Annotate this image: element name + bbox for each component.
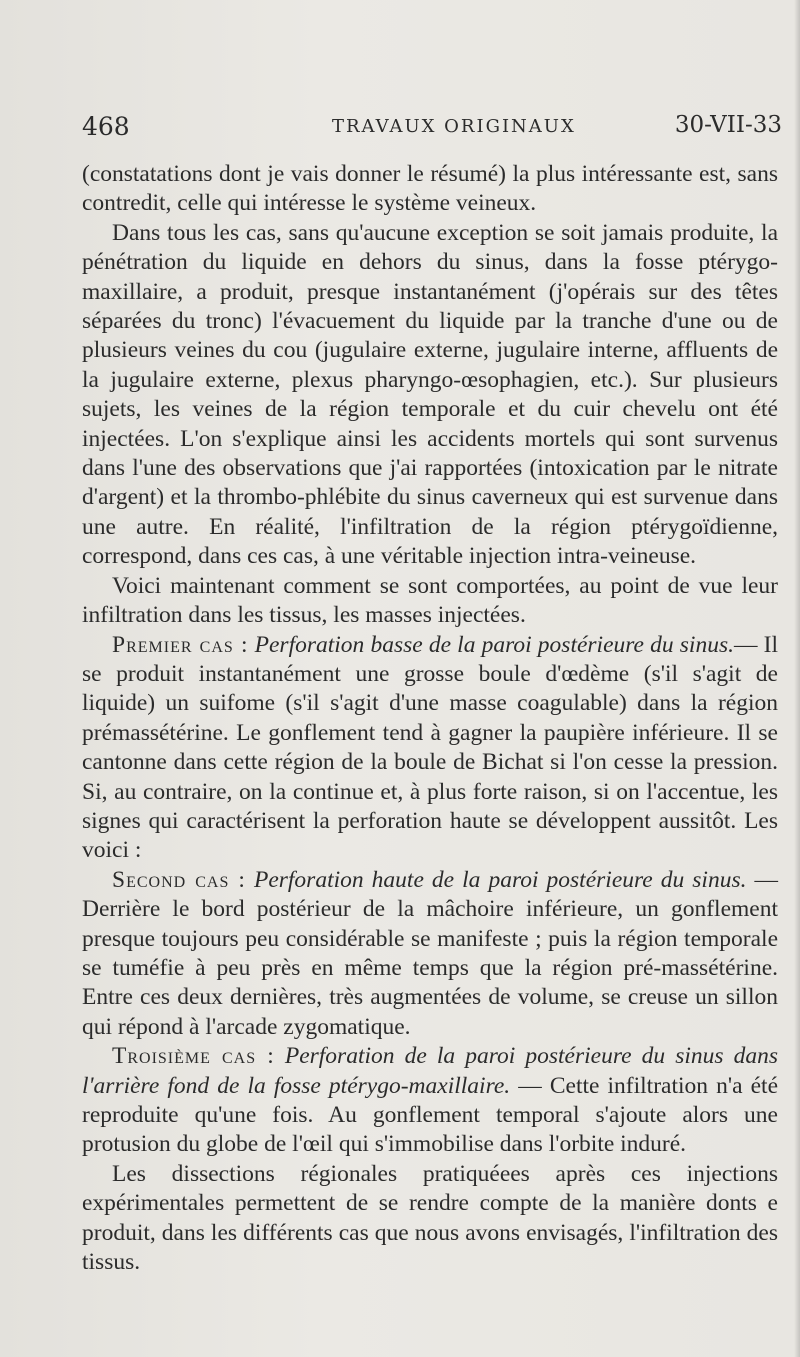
paragraph-2: Dans tous les cas, sans qu'aucune exception se soit jamais produite, la pénétration du liquide en dehors du sinus, dans la fosse ptérygo-maxillaire, a produit, presque instantanément (j'opérais sur des têtes séparées du tronc) l'évacuement du liquide par la tranche d'une ou de plusieurs veines du cou (jugulaire externe, jugulaire interne, affluents de la jugulaire externe, plexus pharyngo-œsophagien, etc.). Sur plusieurs sujets, les veines de la région temporale et du cuir chevelu ont été injectées. L'on s'explique ainsi les accidents mortels qui sont survenus dans l'une des observations que j'ai rapportées (intoxication par le nitrate d'argent) et la thrombo-phlébite du sinus caverneux qui est survenue dans une autre. En réalité, l'infiltration de la région ptérygoïdienne, correspond, dans ces cas, à une véritable injection intra-veineuse.: [82, 219, 778, 570]
case-label: Premier cas :: [112, 631, 249, 658]
page-edge-shadow: [794, 0, 800, 1357]
case-body: — Il se produit instantanément une grosse boule d'œdème (s'il s'agit de liquide) un suifome (s'il s'agit d'une masse coagulable) dans la région prémassétérine. Le gonflement tend à gagner la paupière inférieure. Il se cantonne dans cette région de la boule de Bichat si l'on cesse la pression. Si, au contraire, on la continue et, à plus forte raison, si on l'accentue, les signes qui caractérisent la perforation haute se développent aussitôt. Les voici :: [82, 631, 778, 864]
case-title: Perforation de la paroi postérieure du sinus dans l'arrière fond de la fosse ptérygo-maxillaire.: [82, 1043, 778, 1099]
page-number: 468: [82, 112, 130, 141]
case-title: Perforation haute de la paroi postérieure du sinus.: [253, 866, 747, 893]
running-title: TRAVAUX ORIGINAUX: [332, 116, 576, 137]
case-label: Second cas :: [112, 866, 246, 893]
body-text: [82, 160, 778, 1277]
paragraph-premier-cas: [82, 631, 778, 866]
paragraph-troisieme-cas: [82, 1042, 778, 1160]
case-label: Troisième cas :: [112, 1043, 275, 1070]
case-title: Perforation basse de la paroi postérieure du sinus.: [254, 631, 734, 658]
paragraph-1: (constatations dont je vais donner le résumé) la plus intéressante est, sans contredit, celle qui intéresse le système veineux.: [82, 161, 778, 217]
paragraph-7: Les dissections régionales pratiquéees après ces injections expérimentales permettent de se rendre compte de la manière donts e produit, dans les différents cas que nous avons envisagés, l'infiltration des tissus.: [82, 1160, 778, 1276]
page-header: [82, 112, 782, 146]
case-body: — Cette infiltration n'a été reproduite qu'une fois. Au gonflement temporal s'ajoute alors une protusion du globe de l'œil qui s'immobilise dans l'orbite induré.: [82, 1072, 779, 1158]
paragraph-second-cas: [82, 866, 778, 1042]
header-date: 30-VII-33: [674, 112, 782, 138]
case-body: — Derrière le bord postérieur de la mâchoire inférieure, un gonflement presque toujours peu considérable se manifeste ; puis la région temporale se tuméfie à peu près en même temps que la région pré-massétérine. Entre ces deux dernières, très augmentées de volume, se creuse un sillon qui répond à l'arcade zygomatique.: [82, 866, 779, 1040]
paragraph-3: Voici maintenant comment se sont comportées, au point de vue leur infiltration dans les tissus, les masses injectées.: [82, 572, 778, 629]
